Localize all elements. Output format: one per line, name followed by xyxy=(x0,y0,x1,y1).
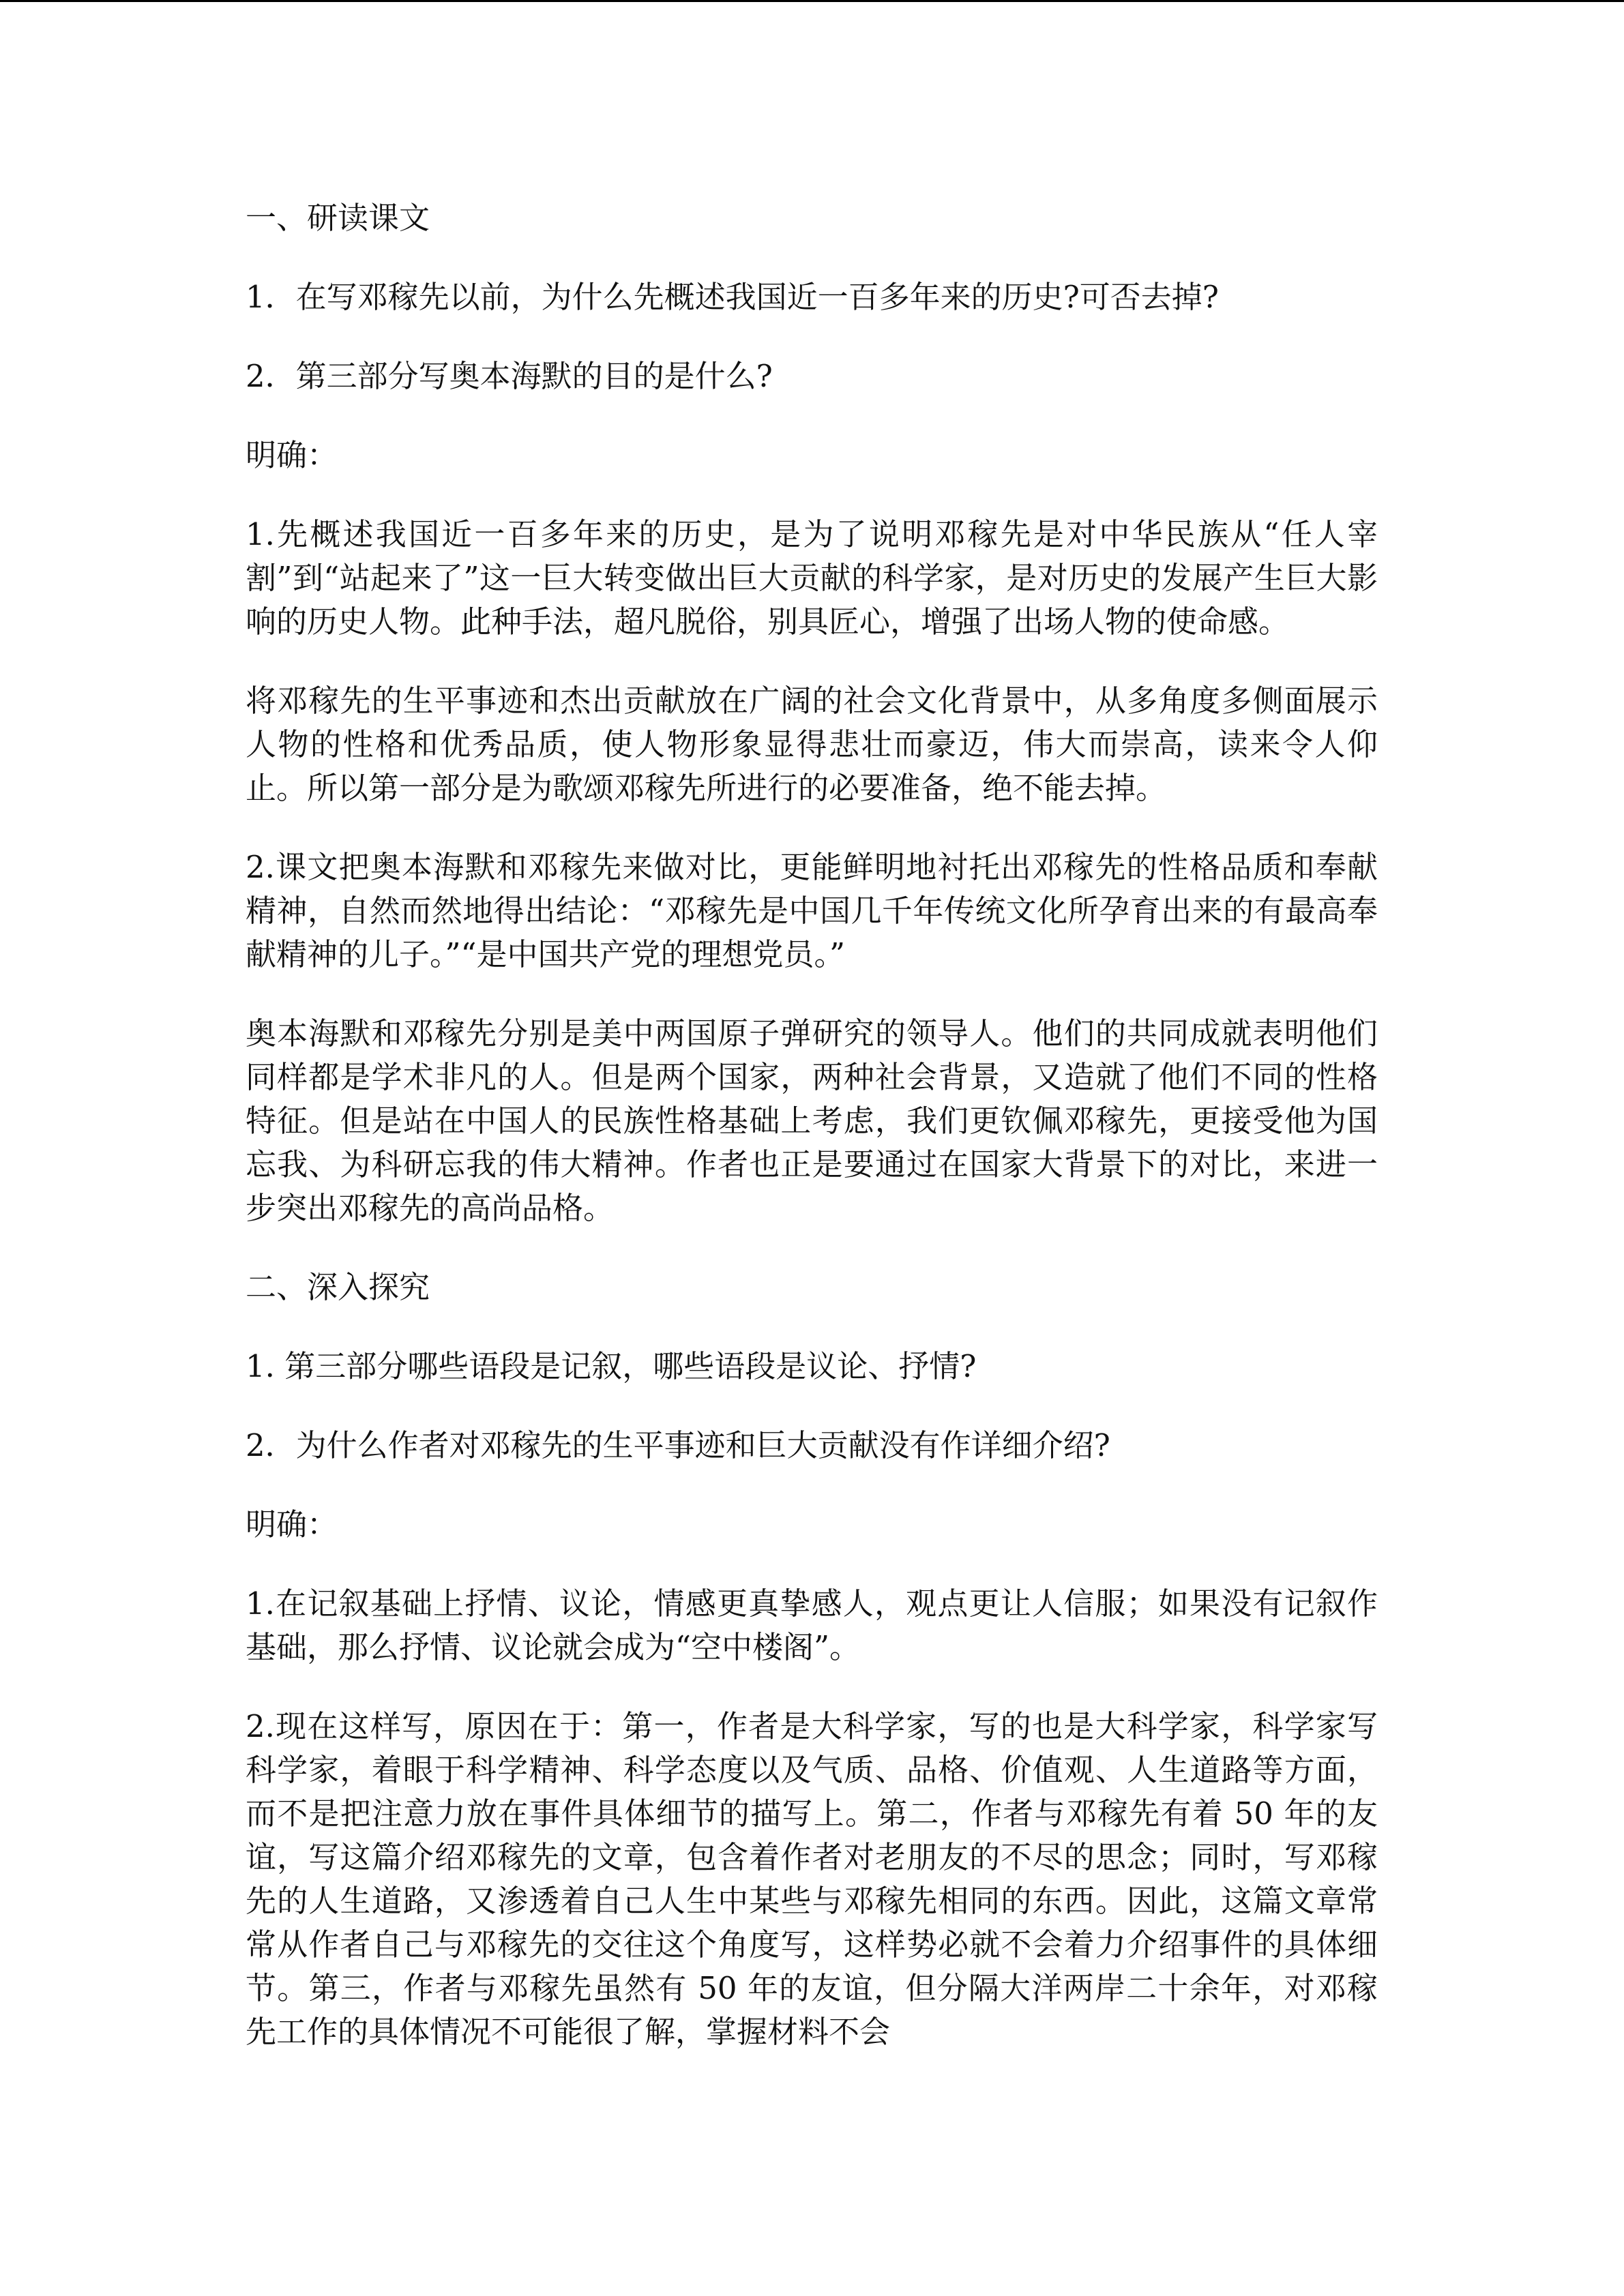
question-2-2: 2．为什么作者对邓稼先的生平事迹和巨大贡献没有作详细介绍? xyxy=(246,1427,1110,1463)
answer-2-2: 2.现在这样写，原因在于：第一，作者是大科学家，写的也是大科学家，科学家写科学家，着眼于科学精神、科学态度以及气质、品格、价值观、人生道路等方面，而不是把注意力放在事件具体细节的描写上。第二，作者与邓稼先有着 50 年的友谊，写这篇介绍邓稼先的文章，包含着作者对老朋友的不尽的思念；同时，写邓稼先的人生道路，又渗透着自己人生中某些与邓稼先相同的东西。因此，这篇文章常常从作者自己与邓稼先的交往这个角度写，这样势必就不会着力介绍事件的具体细节。第三，作者与邓稼先虽然有 50 年的友谊，但分隔大洋两岸二十余年，对邓稼先工作的具体情况不可能很了解，掌握材料不会 xyxy=(246,1708,1378,2050)
answer-label-1: 明确： xyxy=(246,437,338,473)
top-border-rule xyxy=(0,0,1624,2)
section-heading-1: 一、研读课文 xyxy=(246,200,430,236)
answer-1-1-paragraph-2: 将邓稼先的生平事迹和杰出贡献放在广阔的社会文化背景中，从多角度多侧面展示人物的性格和优秀品质，使人物形象显得悲壮而豪迈，伟大而崇高，读来令人仰止。所以第一部分是为歌颂邓稼先所进行的必要准备，绝不能去掉。 xyxy=(246,683,1378,806)
section-heading-2: 二、深入探究 xyxy=(246,1269,430,1305)
answer-2-1: 1.在记叙基础上抒情、议论，情感更真挚感人，观点更让人信服；如果没有记叙作基础，那么抒情、议论就会成为“空中楼阁”。 xyxy=(246,1585,1378,1665)
answer-1-2-paragraph-1: 2.课文把奥本海默和邓稼先来做对比，更能鲜明地衬托出邓稼先的性格品质和奉献精神，自然而然地得出结论：“邓稼先是中国几千年传统文化所孕育出来的有最高奉献精神的儿子。”“是中国共产党的理想党员。” xyxy=(246,849,1378,972)
answer-1-1-paragraph-1: 1.先概述我国近一百多年来的历史，是为了说明邓稼先是对中华民族从“任人宰割”到“站起来了”这一巨大转变做出巨大贡献的科学家，是对历史的发展产生巨大影响的历史人物。此种手法，超凡脱俗，别具匠心，增强了出场人物的使命感。 xyxy=(246,516,1378,640)
question-1-1: 1．在写邓稼先以前，为什么先概述我国近一百多年来的历史?可否去掉? xyxy=(246,279,1219,315)
question-1-2: 2．第三部分写奥本海默的目的是什么? xyxy=(246,358,773,394)
question-2-1: 1. 第三部分哪些语段是记叙，哪些语段是议论、抒情? xyxy=(246,1348,977,1384)
document-page xyxy=(246,196,1378,2089)
answer-label-2: 明确： xyxy=(246,1506,338,1542)
answer-1-2-paragraph-2: 奥本海默和邓稼先分别是美中两国原子弹研究的领导人。他们的共同成就表明他们同样都是学术非凡的人。但是两个国家，两种社会背景，又造就了他们不同的性格特征。但是站在中国人的民族性格基础上考虑，我们更钦佩邓稼先，更接受他为国忘我、为科研忘我的伟大精神。作者也正是要通过在国家大背景下的对比，来进一步突出邓稼先的高尚品格。 xyxy=(246,1015,1378,1226)
